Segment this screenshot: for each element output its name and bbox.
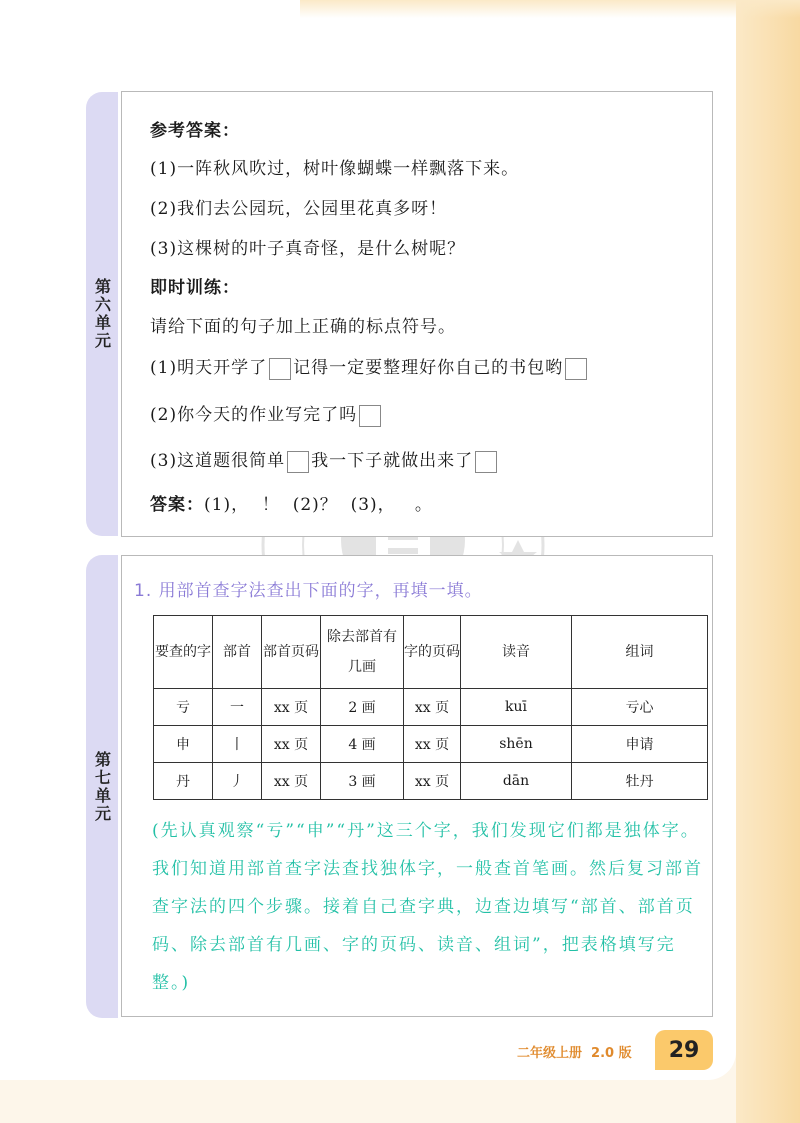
blank-box[interactable]	[269, 358, 291, 380]
header-char-page: 字的页码	[404, 616, 461, 689]
top-edge-shade	[300, 0, 800, 18]
cell: 亏	[154, 689, 213, 726]
exercise-1	[150, 353, 589, 380]
cell: 丨	[213, 726, 262, 763]
answer-3: (3)这棵树的叶子真奇怪，是什么树呢？	[150, 239, 466, 259]
answer-key-values: (1)， ！ (2)？ (3)， 。	[204, 495, 433, 515]
blank-box[interactable]	[359, 405, 381, 427]
unit-6-label: 第六单元	[92, 278, 112, 350]
cell: 丹	[154, 763, 213, 800]
table-row	[154, 689, 708, 726]
unit-6-tab	[86, 92, 118, 536]
exercise-1-part-b: 记得一定要整理好你自己的书包哟	[293, 358, 564, 378]
blank-box[interactable]	[475, 451, 497, 473]
cell: xx 页	[404, 726, 461, 763]
unit-7-tab	[86, 555, 118, 1018]
answer-2: (2)我们去公园玩，公园里花真多呀！	[150, 199, 448, 219]
cell: 牡丹	[572, 763, 708, 800]
cell: 申请	[572, 726, 708, 763]
cell: 亏心	[572, 689, 708, 726]
exercise-3	[150, 446, 499, 473]
table-row	[154, 726, 708, 763]
answer-key-label: 答案：	[150, 495, 204, 515]
cell: xx 页	[262, 763, 321, 800]
cell: 3 画	[321, 763, 404, 800]
exercise-2	[150, 400, 383, 427]
answer-key	[150, 490, 433, 515]
question-1: 1. 用部首查字法查出下面的字，再填一填。	[134, 581, 483, 601]
blank-box[interactable]	[565, 358, 587, 380]
table-header-row	[154, 616, 708, 689]
unit-7-label: 第七单元	[92, 750, 112, 823]
table-row	[154, 763, 708, 800]
answer-title: 参考答案：	[150, 121, 240, 141]
header-radical: 部首	[213, 616, 262, 689]
exercise-1-part-a: (1)明天开学了	[150, 358, 268, 378]
blank-box[interactable]	[287, 451, 309, 473]
header-char: 要查的字	[154, 616, 213, 689]
cell: 2 画	[321, 689, 404, 726]
cell: shēn	[461, 726, 572, 763]
cell: kuī	[461, 689, 572, 726]
training-title: 即时训练：	[150, 278, 240, 298]
header-pinyin: 读音	[461, 616, 572, 689]
instruction: 请给下面的句子加上正确的标点符号。	[150, 317, 456, 337]
page-number: 29	[655, 1030, 713, 1070]
footer-grade: 二年级上册 2.0 版	[517, 1046, 632, 1061]
cell: xx 页	[404, 689, 461, 726]
answer-1: (1)一阵秋风吹过，树叶像蝴蝶一样飘落下来。	[150, 159, 520, 179]
exercise-2-text: (2)你今天的作业写完了吗	[150, 405, 358, 425]
cell: 丿	[213, 763, 262, 800]
exercise-3-part-b: 我一下子就做出来了	[311, 451, 474, 471]
page-edge-shade	[736, 0, 800, 1123]
cell: xx 页	[404, 763, 461, 800]
cell: xx 页	[262, 689, 321, 726]
exercise-3-part-a: (3)这道题很简单	[150, 451, 286, 471]
header-radical-page: 部首页码	[262, 616, 321, 689]
cell: 4 画	[321, 726, 404, 763]
explanation-note: (先认真观察“亏”“申”“丹”这三个字，我们发现它们都是独体字。我们知道用部首查字法查找独体字，一般查首笔画。然后复习部首查字法的四个步骤。接着自己查字典，边查边填写“部首、部首页码、除去部首有几画、字的页码、读音、组词”，把表格填写完整。)	[152, 821, 703, 993]
header-words: 组词	[572, 616, 708, 689]
cell: dān	[461, 763, 572, 800]
cell: 申	[154, 726, 213, 763]
cell: xx 页	[262, 726, 321, 763]
header-strokes: 除去部首有几画	[321, 616, 404, 689]
cell: 一	[213, 689, 262, 726]
radical-lookup-table	[153, 615, 708, 800]
